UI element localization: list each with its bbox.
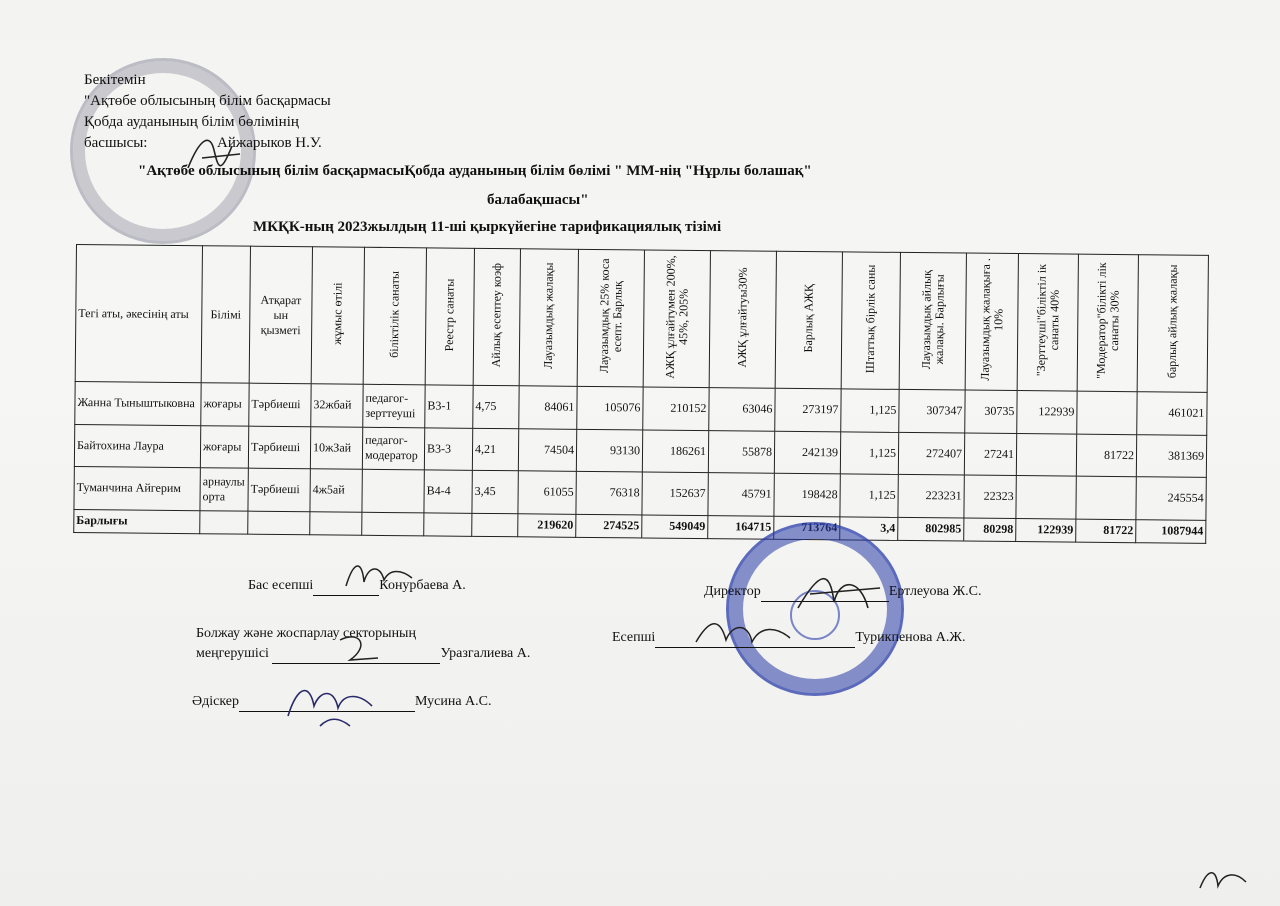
cell-ajk-30: 45791	[708, 473, 774, 516]
cell-moderator	[1077, 391, 1137, 434]
cell-grand-total: 381369	[1136, 434, 1206, 477]
cell-coef: 4,75	[473, 385, 519, 428]
header-cell: Реестр санаты	[441, 278, 457, 352]
cell-category: педагог-модератор	[362, 427, 424, 470]
header-cell: Лауазымдық жалақы	[540, 262, 556, 369]
signature-methodist	[280, 676, 380, 736]
cell-monthly-total: 223231	[898, 475, 964, 518]
cell-category: педагог-зерттеуші	[363, 384, 425, 427]
total-cell: 80298	[964, 518, 1016, 542]
total-cell	[248, 511, 310, 535]
total-cell: 549049	[642, 515, 708, 539]
approval-head-name: Айжарыков Н.У.	[216, 135, 322, 151]
header-cell: біліктілік санаты	[386, 270, 402, 358]
cell-education: арнаулы орта	[200, 468, 248, 511]
cell-position: Тәрбиеші	[249, 383, 311, 426]
title-line-2: балабақшасы"	[487, 192, 589, 208]
cell-moderator	[1076, 476, 1136, 519]
cell-experience: 4ж5ай	[310, 469, 362, 512]
cell-education: жоғары	[200, 425, 248, 468]
cell-staff-units: 1,125	[841, 389, 899, 432]
cell-ajk-30: 55878	[708, 430, 774, 473]
cell-name: Туманчина Айгерим	[74, 467, 200, 511]
total-cell: 713764	[774, 516, 840, 540]
title-line-3: МКҚК-ның 2023жылдың 11-ші қыркүйегіне тарификациялық тізімі	[253, 219, 722, 235]
approval-line-3: Қобда ауданының білім бөлімінің	[84, 114, 299, 130]
accountant-name: Турикпенова А.Ж.	[855, 630, 966, 645]
signature-director	[790, 568, 890, 628]
cell-salary-25: 76318	[576, 471, 642, 514]
cell-ajk-increase: 210152	[643, 387, 709, 430]
cell-education: жоғары	[201, 383, 249, 426]
cell-ajk-increase: 186261	[642, 430, 708, 473]
approval-head-label: басшысы:	[84, 135, 148, 151]
header-cell: Атқарат ын қызметі	[249, 246, 312, 384]
cell-ajk-30: 63046	[709, 388, 775, 431]
header-cell: Білімі	[201, 246, 250, 383]
total-cell: 3,4	[840, 517, 898, 541]
cell-ajk-total: 198428	[774, 473, 840, 516]
total-cell	[310, 511, 362, 535]
signature-planning-head	[330, 630, 390, 670]
total-cell: 274525	[576, 514, 642, 538]
header-cell: Лауазымдық 25% коса есепт. Барлық	[596, 258, 625, 374]
total-cell: 1087944	[1136, 519, 1206, 543]
signature-accountant	[690, 612, 800, 662]
cell-ajk-increase: 152637	[642, 472, 708, 515]
methodist-label: Әдіскер	[192, 694, 240, 709]
cell-name: Байтохина Лаура	[74, 424, 200, 468]
total-cell: 81722	[1076, 519, 1136, 543]
cell-experience: 10жЗай	[310, 426, 362, 469]
header-cell: Барлық АЖҚ	[800, 283, 816, 353]
cell-ajk-total: 273197	[775, 388, 841, 431]
header-cell: барлық айлық жалақы	[1164, 264, 1180, 379]
chief-accountant-name: Конурбаева А.	[379, 578, 466, 593]
total-cell: 164715	[708, 515, 774, 539]
planning-label-1: Болжау және жоспарлау секторының	[196, 626, 416, 641]
director-name: Ертлеуова Ж.С.	[888, 584, 982, 599]
header-cell: "Модератор"білікті лік санаты 30%	[1093, 262, 1122, 380]
cell-salary-25: 93130	[576, 429, 642, 472]
cell-moderator: 81722	[1076, 434, 1136, 477]
header-cell: АЖҚ ұлғайтуы30%	[734, 267, 750, 368]
methodist-name: Мусина А.С.	[415, 694, 492, 709]
total-cell	[472, 513, 518, 537]
cell-researcher	[1016, 433, 1076, 476]
total-cell: 802985	[898, 517, 964, 541]
cell-salary: 74504	[518, 428, 576, 471]
signature-chief-accountant	[340, 556, 420, 596]
approval-line-2: "Ақтөбе облысының білім басқармасы	[84, 93, 331, 109]
header-cell: Лауазымдық жалақыға . 10%	[977, 258, 1005, 382]
cell-researcher	[1016, 476, 1076, 519]
tarification-table	[73, 244, 1209, 544]
planning-label-2: меңгерушісі	[196, 646, 269, 661]
cell-coef: 4,21	[472, 428, 518, 471]
header-cell: Штаттық бірлік саны	[862, 264, 878, 373]
cell-10pct: 30735	[965, 390, 1017, 433]
cell-coef: 3,45	[472, 470, 518, 513]
total-cell	[424, 513, 472, 537]
header-cell: АЖҚ ұлғайтумен 200%, 45%, 205%	[662, 254, 691, 379]
cell-grand-total: 461021	[1137, 392, 1207, 435]
header-cell: Тегі аты, әкесінің аты	[75, 245, 202, 383]
director-label: Директор	[704, 584, 761, 599]
cell-10pct: 27241	[964, 433, 1016, 476]
cell-salary: 61055	[518, 471, 576, 514]
approval-line-1: Бекітемін	[84, 72, 146, 88]
table-header-row	[75, 245, 1208, 393]
cell-researcher: 122939	[1017, 391, 1077, 434]
cell-experience: 32жбай	[311, 384, 363, 427]
chief-accountant-label: Бас есепші	[248, 578, 314, 593]
total-cell	[200, 510, 248, 534]
cell-name: Жанна Тыныштыковна	[75, 381, 201, 425]
cell-position: Тәрбиеші	[248, 468, 310, 511]
cell-monthly-total: 307347	[899, 389, 965, 432]
cell-grand-total: 245554	[1136, 477, 1206, 520]
planning-name: Уразгалиева А.	[440, 646, 531, 661]
cell-staff-units: 1,125	[840, 431, 898, 474]
cell-salary-25: 105076	[577, 386, 643, 429]
cell-monthly-total: 272407	[898, 432, 964, 475]
total-cell: 219620	[518, 513, 576, 537]
cell-registry: В3-3	[424, 427, 472, 470]
cell-ajk-total: 242139	[774, 431, 840, 474]
cell-registry: В3-1	[425, 385, 473, 428]
cell-registry: В4-4	[424, 470, 472, 513]
total-cell: 122939	[1016, 518, 1076, 542]
initials-mark	[1196, 862, 1256, 898]
cell-staff-units: 1,125	[840, 474, 898, 517]
cell-category	[362, 469, 424, 512]
accountant-label: Есепші	[612, 630, 656, 645]
header-cell: "Зерттеуші"біліктіл ік санаты 40%	[1033, 264, 1062, 377]
header-cell: Айлық есептеу коэф	[488, 262, 504, 368]
total-cell	[362, 512, 424, 536]
cell-10pct: 22323	[964, 475, 1016, 518]
total-label: Барлығы	[74, 509, 200, 533]
title-line-1: "Ақтөбе облысының білім басқармасыҚобда ауданының білім бөлімі " ММ-нің "Нұрлы болашақ"	[138, 163, 812, 179]
header-cell: Лауазымдық айлық жалақы. Барлығы	[918, 269, 947, 369]
cell-position: Тәрбиеші	[248, 426, 310, 469]
header-cell: жұмыс өтілі	[330, 282, 345, 345]
cell-salary: 84061	[519, 386, 577, 429]
